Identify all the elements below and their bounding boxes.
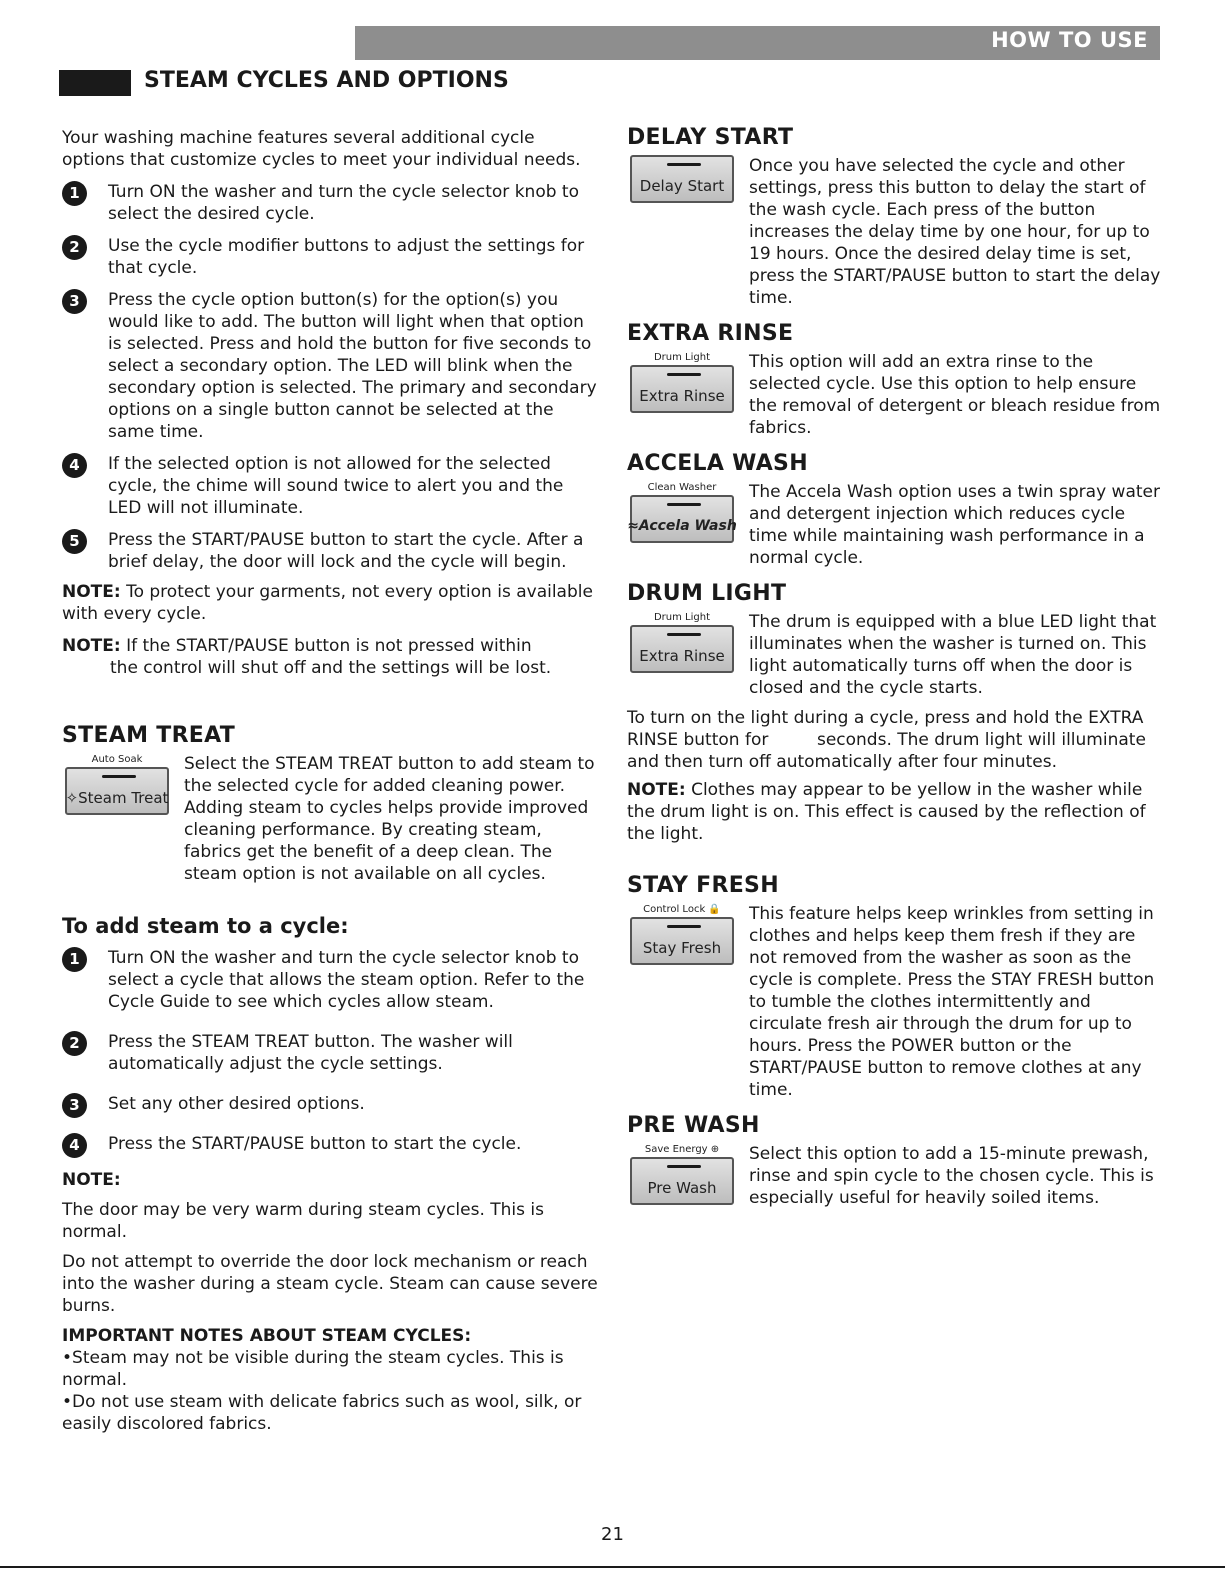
step-text: If the selected option is not allowed for the selected cycle, the chime will sound twice to alert you and the LED will not illuminate. [108, 454, 564, 518]
list-item [62, 453, 602, 519]
header-section: HOW TO USE [991, 28, 1148, 52]
note-label: NOTE: [62, 636, 121, 656]
step-text: Press the START/PAUSE button to start the cycle. After a brief delay, the door will lock and the cycle will begin. [108, 530, 584, 572]
pre-wash-text: Select this option to add a 15-minute prewash, rinse and spin cycle to the chosen cycle. This is especially useful for heavily soiled items. [749, 1144, 1154, 1208]
step-number: 4 [62, 453, 87, 478]
note-text: To protect your garments, not every option is available with every cycle. [62, 582, 593, 624]
delay-start-button[interactable] [630, 155, 734, 203]
drum-light-control [627, 611, 737, 673]
led-indicator [667, 373, 701, 376]
led-indicator [102, 775, 136, 778]
delay-start-feature [627, 155, 1167, 309]
control-caption: Auto Soak [91, 754, 143, 765]
left-column [62, 127, 602, 1435]
extra-rinse-feature [627, 351, 1167, 439]
extra-rinse-button[interactable] [630, 365, 734, 413]
delay-start-text: Once you have selected the cycle and other settings, press this button to delay the start of the wash cycle. Each press of the button increases the delay time by one hour, for up to 19 hours. Once the desired delay time is set, press the START/PAUSE button to start the delay time. [749, 156, 1161, 308]
step-number: 1 [62, 181, 87, 206]
step-number: 4 [62, 1133, 87, 1158]
button-label: Extra Rinse [639, 387, 725, 405]
list-item [62, 181, 602, 225]
button-label: Delay Start [639, 177, 725, 195]
led-indicator [667, 503, 701, 506]
note-text: If the START/PAUSE button is not pressed within [120, 636, 532, 656]
control-caption: Save Energy ⊕ [644, 1144, 720, 1155]
list-item [62, 1133, 602, 1155]
note-text: the control will shut off and the settings will be lost. [110, 658, 552, 678]
accela-wash-text: The Accela Wash option uses a twin spray water and detergent injection which reduces cycle time while maintaining wash performance in a normal cycle. [749, 482, 1160, 568]
steam-treat-control [62, 753, 172, 815]
step-number: 5 [62, 529, 87, 554]
bullet-item [62, 1391, 602, 1435]
step-text: Press the cycle option button(s) for the option(s) you would like to add. The button will light when that option is selected. Press and hold the button for five seconds to select a secondary option. The LED will blink when the secondary option is selected. The primary and secondary options on a single button cannot be selected at the same time. [108, 290, 597, 442]
led-indicator [667, 633, 701, 636]
bullet-text: •Steam may not be visible during the steam cycles. This is normal. [62, 1348, 564, 1390]
accela-wash-button[interactable] [627, 495, 737, 543]
pre-wash-control [627, 1143, 737, 1205]
bullet-text: •Do not use steam with delicate fabrics such as wool, silk, or easily discolored fabrics. [62, 1392, 582, 1434]
steam-treat-text: Select the STEAM TREAT button to add steam to the selected cycle for added cleaning power. Adding steam to cycles helps provide improved cleaning performance. By creating steam, fabrics get the benefit of a deep clean. The steam option is not available on all cycles. [184, 754, 595, 884]
step-number: 2 [62, 1031, 87, 1056]
stay-fresh-button[interactable] [630, 917, 734, 965]
steam-treat-feature [62, 753, 602, 885]
step-number: 1 [62, 947, 87, 972]
important-heading: IMPORTANT NOTES ABOUT STEAM CYCLES: [62, 1326, 472, 1346]
header-bar [355, 26, 1160, 60]
control-caption: Clean Washer [647, 482, 717, 493]
section-marker [59, 70, 131, 96]
led-indicator [667, 1165, 701, 1168]
control-caption: Control Lock 🔒 [643, 904, 721, 915]
control-caption: Drum Light [653, 612, 711, 623]
step-text: Set any other desired options. [108, 1094, 365, 1114]
section-heading: PRE WASH [627, 1113, 760, 1138]
extra-rinse-control [627, 351, 737, 413]
section-heading: STEAM TREAT [62, 723, 236, 748]
page-number: 21 [601, 1524, 624, 1545]
note-text: Clothes may appear to be yellow in the washer while the drum light is on. This effect is caused by the reflection of the light. [627, 780, 1146, 844]
extra-rinse-text: This option will add an extra rinse to the selected cycle. Use this option to help ensure the removal of detergent or bleach residue from fabrics. [749, 352, 1161, 438]
pre-wash-button[interactable] [630, 1157, 734, 1205]
step-text: Press the STEAM TREAT button. The washer will automatically adjust the cycle settings. [108, 1032, 513, 1074]
section-heading: ACCELA WASH [627, 451, 808, 476]
led-indicator [667, 925, 701, 928]
step-text: Press the START/PAUSE button to start the cycle. [108, 1134, 522, 1154]
step-text: Use the cycle modifier buttons to adjust the settings for that cycle. [108, 236, 585, 278]
list-item [62, 235, 602, 279]
list-item [62, 1031, 602, 1075]
note-label: NOTE: [62, 582, 121, 602]
button-label: ✧Steam Treat [65, 789, 169, 807]
pre-wash-feature [627, 1143, 1167, 1209]
section-heading: DRUM LIGHT [627, 581, 787, 606]
control-caption: Drum Light [653, 352, 711, 363]
right-column [627, 125, 1219, 1209]
list-item [62, 1093, 602, 1115]
button-label: Stay Fresh [642, 939, 722, 957]
note-text: The door may be very warm during steam cycles. This is normal. [62, 1200, 544, 1242]
bottom-rule [0, 1566, 1225, 1568]
led-indicator [667, 163, 701, 166]
subsection-heading: To add steam to a cycle: [62, 914, 349, 938]
stay-fresh-control [627, 903, 737, 965]
intro-text: Your washing machine features several additional cycle options that customize cycles to meet your individual needs. [62, 128, 581, 170]
note [62, 635, 602, 679]
steam-treat-button[interactable] [65, 767, 169, 815]
accela-wash-feature [627, 481, 1167, 569]
note-label: NOTE: [62, 1170, 121, 1190]
drum-light-text: The drum is equipped with a blue LED light that illuminates when the washer is turned on. This light automatically turns off when the door is closed and the cycle starts. [749, 612, 1157, 698]
page-title: STEAM CYCLES AND OPTIONS [144, 68, 509, 93]
step-number: 2 [62, 235, 87, 260]
button-label: Extra Rinse [639, 647, 725, 665]
list-item [62, 529, 602, 573]
section-heading: DELAY START [627, 125, 794, 150]
list-item [62, 289, 602, 443]
step-number: 3 [62, 289, 87, 314]
section-heading: STAY FRESH [627, 873, 779, 898]
step-text: Turn ON the washer and turn the cycle selector knob to select the desired cycle. [108, 182, 579, 224]
button-label: Pre Wash [647, 1179, 717, 1197]
button-label: ≈Accela Wash [627, 518, 737, 534]
note [627, 779, 1167, 845]
section-heading: EXTRA RINSE [627, 321, 794, 346]
note-text: Do not attempt to override the door lock mechanism or reach into the washer during a steam cycle. Steam can cause severe burns. [62, 1252, 598, 1316]
list-item [62, 947, 602, 1013]
bullet-item [62, 1347, 602, 1391]
drum-light-feature [627, 611, 1167, 699]
accela-wash-control [627, 481, 737, 543]
step-number: 3 [62, 1093, 87, 1118]
step-text: Turn ON the washer and turn the cycle selector knob to select a cycle that allows the steam option. Refer to the Cycle Guide to see which cycles allow steam. [108, 948, 585, 1012]
stay-fresh-text: This feature helps keep wrinkles from setting in clothes and helps keep them fresh if they are not removed from the washer as soon as the cycle is complete. Press the STAY FRESH button to tumble the clothes intermittently and circulate fresh air through the drum for up to hours. Press the POWER button or the START/PAUSE button to remove clothes at any time. [749, 904, 1219, 1100]
stay-fresh-feature [627, 903, 1219, 1101]
note [62, 581, 602, 625]
delay-start-control [627, 155, 737, 203]
drum-light-instructions: To turn on the light during a cycle, press and hold the EXTRA RINSE button for seconds. The drum light will illuminate and then turn off automatically after four minutes. [627, 708, 1152, 772]
drum-light-button[interactable] [630, 625, 734, 673]
note-label: NOTE: [627, 780, 686, 800]
